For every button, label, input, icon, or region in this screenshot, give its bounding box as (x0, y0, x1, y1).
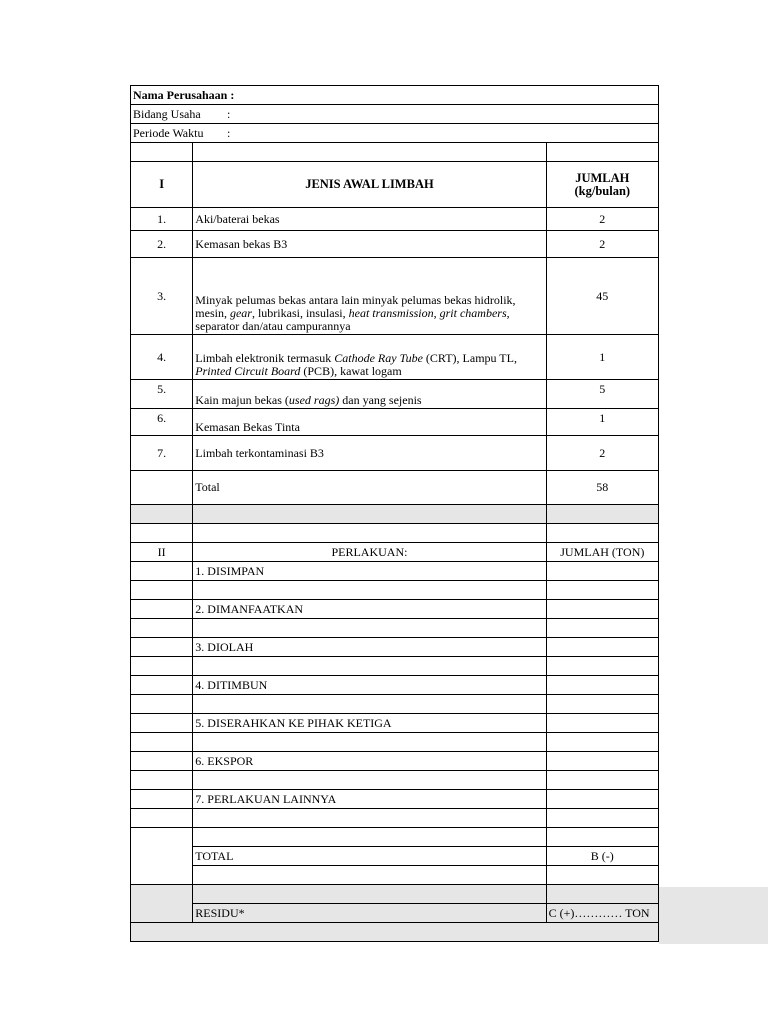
table-row (131, 258, 659, 335)
section1-total-value: 58 (546, 471, 658, 505)
period-colon: : (227, 125, 231, 140)
item-amount: 5 (546, 380, 658, 409)
item-number: 5. (131, 380, 193, 409)
item-amount: 1 (546, 335, 658, 380)
treatment-label: 2. DIMANFAATKAN (193, 600, 546, 619)
item-name: Kemasan Bekas Tinta (193, 409, 546, 436)
table-row (131, 436, 659, 471)
spacer-row (131, 524, 659, 543)
section1-amount-header (546, 162, 658, 208)
period-field-label: Periode Waktu (133, 125, 204, 140)
item-amount: 2 (546, 208, 658, 231)
period-row (131, 124, 659, 143)
business-row (131, 105, 659, 124)
treatment-row (131, 752, 659, 771)
treatment-label: 4. DITIMBUN (193, 676, 546, 695)
amount-header-line2: (kg/bulan) (574, 183, 631, 198)
item-name: Aki/baterai bekas (193, 208, 546, 231)
spacer-row (131, 733, 659, 752)
item-number: 1. (131, 208, 193, 231)
section2-type-header: PERLAKUAN: (193, 543, 546, 562)
item-amount: 1 (546, 409, 658, 436)
spacer-row (131, 828, 659, 847)
treatment-row (131, 790, 659, 809)
section2-number: II (131, 543, 193, 562)
item-amount: 2 (546, 231, 658, 258)
section2-header-row (131, 543, 659, 562)
section1-number: I (131, 162, 193, 208)
treatment-row (131, 714, 659, 733)
item-name: Limbah elektronik termasuk Cathode Ray Tube (CRT), Lampu TL, Printed Circuit Board (PCB), kawat logam (193, 335, 546, 380)
residu-value: C (+)………… TON (546, 904, 658, 923)
section2-total-value: B (-) (546, 847, 658, 866)
spacer-row (131, 695, 659, 714)
company-name-label: Nama Perusahaan : (131, 86, 659, 105)
treatment-label: 1. DISIMPAN (193, 562, 546, 581)
spacer-row (131, 619, 659, 638)
business-colon: : (227, 106, 231, 121)
section2-total-row (131, 847, 659, 866)
table-row (131, 208, 659, 231)
treatment-label: 3. DIOLAH (193, 638, 546, 657)
spacer-row (131, 657, 659, 676)
treatment-label: 6. EKSPOR (193, 752, 546, 771)
item-number: 6. (131, 409, 193, 436)
treatment-label: 7. PERLAKUAN LAINNYA (193, 790, 546, 809)
table-row (131, 231, 659, 258)
spacer-row (131, 581, 659, 600)
table-row (131, 335, 659, 380)
section1-header-row (131, 162, 659, 208)
gray-shade-right (659, 887, 768, 944)
item-amount: 45 (546, 258, 658, 335)
residu-label: RESIDU* (193, 904, 546, 923)
section1-total-row (131, 471, 659, 505)
treatment-row (131, 676, 659, 695)
section2-amount-header: JUMLAH (TON) (546, 543, 658, 562)
company-row (131, 86, 659, 105)
item-number: 7. (131, 436, 193, 471)
item-amount: 2 (546, 436, 658, 471)
spacer-row (131, 809, 659, 828)
treatment-row (131, 562, 659, 581)
section2-total-label: TOTAL (193, 847, 546, 866)
gray-separator-row (131, 885, 659, 904)
business-field-label: Bidang Usaha (133, 106, 201, 121)
item-number: 3. (131, 258, 193, 335)
section1-total-label: Total (193, 471, 546, 505)
item-number: 4. (131, 335, 193, 380)
item-number: 2. (131, 231, 193, 258)
spacer-row (131, 143, 659, 162)
item-name: Kain majun bekas (used rags) dan yang sejenis (193, 380, 546, 409)
treatment-row (131, 638, 659, 657)
item-name: Limbah terkontaminasi B3 (193, 436, 546, 471)
table-row (131, 409, 659, 436)
treatment-label: 5. DISERAHKAN KE PIHAK KETIGA (193, 714, 546, 733)
gray-bottom-row (131, 923, 659, 942)
residu-row (131, 904, 659, 923)
section1-type-header: JENIS AWAL LIMBAH (193, 162, 546, 208)
amount-header-line1: JUMLAH (575, 170, 630, 185)
item-name: Kemasan bekas B3 (193, 231, 546, 258)
gray-separator-row (131, 505, 659, 524)
item-name: Minyak pelumas bekas antara lain minyak pelumas bekas hidrolik, mesin, gear, lubrikasi, insulasi, heat transmission, grit chambers, separator dan/atau campurannya (193, 258, 546, 335)
table-row (131, 380, 659, 409)
spacer-row (131, 866, 659, 885)
spacer-row (131, 771, 659, 790)
waste-report-form (130, 85, 659, 942)
treatment-row (131, 600, 659, 619)
